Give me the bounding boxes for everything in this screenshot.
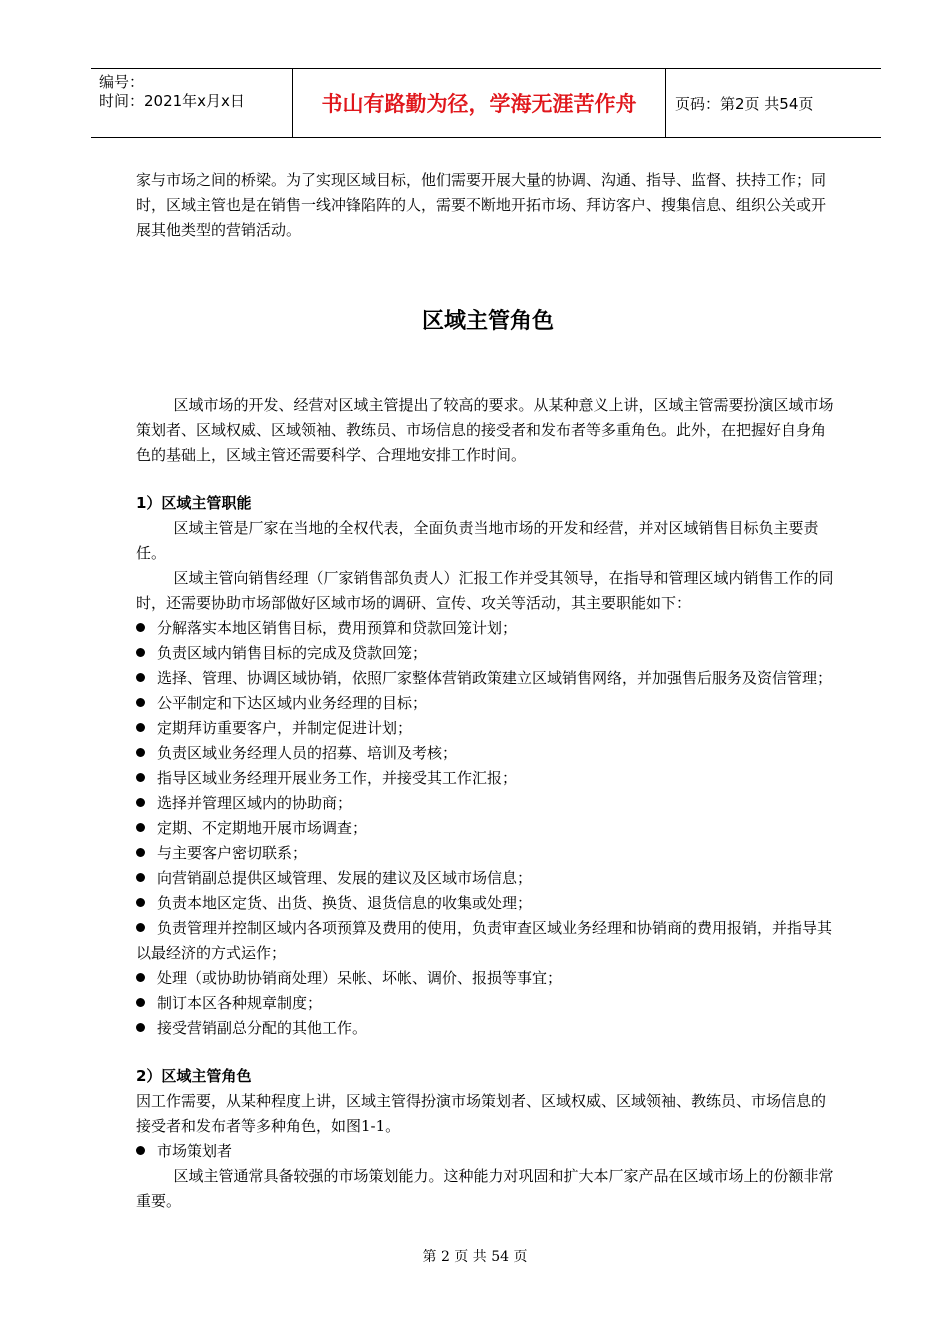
- header-motto: 书山有路勤为径，学海无涯苦作舟: [321, 92, 637, 116]
- section2-paragraph: 区域主管通常具备较强的市场策划能力。这种能力对巩固和扩大本厂家产品在区域市场上的份额非常重要。: [136, 1167, 834, 1210]
- bullet-icon: [136, 823, 145, 832]
- bullet-icon: [136, 723, 145, 732]
- section1-heading: 1）区域主管职能: [136, 494, 252, 512]
- section2-paragraph: 因工作需要，从某种程度上讲，区域主管得扮演市场策划者、区域权威、区域领袖、教练员、市场信息的接受者和发布者等多种角色，如图1-1。: [136, 1092, 827, 1135]
- bullet-icon: [136, 873, 145, 882]
- code-label: 编号：: [99, 73, 145, 91]
- time-label: 时间：2021年x月x日: [99, 92, 245, 110]
- bullet-icon: [136, 998, 145, 1007]
- bullet-icon: [136, 623, 145, 632]
- list-item: 负责区域内销售目标的完成及贷款回笼；: [136, 641, 840, 666]
- document-body: [136, 168, 840, 243]
- bullet-icon: [136, 648, 145, 657]
- bullet-icon: [136, 698, 145, 707]
- list-item: 处理（或协助协销商处理）呆帐、坏帐、调价、报损等事宜；: [136, 966, 840, 991]
- bullet-icon: [136, 923, 145, 932]
- bullet-icon: [136, 773, 145, 782]
- bullet-icon: [136, 848, 145, 857]
- list-item: 负责本地区定货、出货、换货、退货信息的收集或处理；: [136, 891, 840, 916]
- section-title: 区域主管角色: [421, 309, 554, 334]
- bullet-icon: [136, 1146, 145, 1155]
- page-footer: 第 2 页 共 54 页: [422, 1249, 528, 1265]
- overview-paragraph: 区域市场的开发、经营对区域主管提出了较高的要求。从某种意义上讲，区域主管需要扮演区域市场策划者、区域权威、区域领袖、教练员、市场信息的接受者和发布者等多重角色。此外，在把握好自身角色的基础上，区域主管还需要科学、合理地安排工作时间。: [136, 396, 834, 464]
- section1-paragraph: 区域主管是厂家在当地的全权代表，全面负责当地市场的开发和经营，并对区域销售目标负主要责任。: [136, 519, 819, 562]
- list-item: 定期拜访重要客户，并制定促进计划；: [136, 716, 840, 741]
- page-header: [91, 68, 881, 138]
- list-item: 制订本区各种规章制度；: [136, 991, 840, 1016]
- list-item: 选择并管理区域内的协助商；: [136, 791, 840, 816]
- header-meta: [99, 73, 289, 111]
- bullet-icon: [136, 973, 145, 982]
- header-divider: [665, 69, 666, 137]
- list-item: 市场策划者: [136, 1139, 840, 1164]
- list-item: 负责管理并控制区域内各项预算及费用的使用，负责审查区域业务经理和协销商的费用报销，并指导其以最经济的方式运作；: [136, 919, 833, 962]
- list-item: 向营销副总提供区域管理、发展的建议及区域市场信息；: [136, 866, 840, 891]
- list-item: 与主要客户密切联系；: [136, 841, 840, 866]
- list-item: 公平制定和下达区域内业务经理的目标；: [136, 691, 840, 716]
- header-page-info: 页码：第2页 共54页: [675, 94, 814, 113]
- bullet-icon: [136, 798, 145, 807]
- bullet-icon: [136, 673, 145, 682]
- list-item: 负责区域业务经理人员的招募、培训及考核；: [136, 741, 840, 766]
- list-item: 指导区域业务经理开展业务工作，并接受其工作汇报；: [136, 766, 840, 791]
- section1-paragraph: 区域主管向销售经理（厂家销售部负责人）汇报工作并受其领导，在指导和管理区域内销售工作的同时，还需要协助市场部做好区域市场的调研、宣传、攻关等活动，其主要职能如下：: [136, 569, 834, 612]
- bullet-icon: [136, 1023, 145, 1032]
- section2-heading: 2）区域主管角色: [136, 1067, 252, 1085]
- bullet-icon: [136, 748, 145, 757]
- list-item: 接受营销副总分配的其他工作。: [136, 1016, 840, 1041]
- bullet-icon: [136, 898, 145, 907]
- duties-list: [136, 616, 840, 1041]
- list-item: 选择、管理、协调区域协销，依照厂家整体营销政策建立区域销售网络，并加强售后服务及资信管理；: [136, 666, 840, 691]
- main-content: [136, 393, 840, 1214]
- list-item: 分解落实本地区销售目标，费用预算和贷款回笼计划；: [136, 616, 840, 641]
- list-item: 定期、不定期地开展市场调查；: [136, 816, 840, 841]
- intro-paragraph: 家与市场之间的桥梁。为了实现区域目标，他们需要开展大量的协调、沟通、指导、监督、扶持工作；同时，区域主管也是在销售一线冲锋陷阵的人，需要不断地开拓市场、拜访客户、搜集信息、组织公关或开展其他类型的营销活动。: [136, 171, 827, 239]
